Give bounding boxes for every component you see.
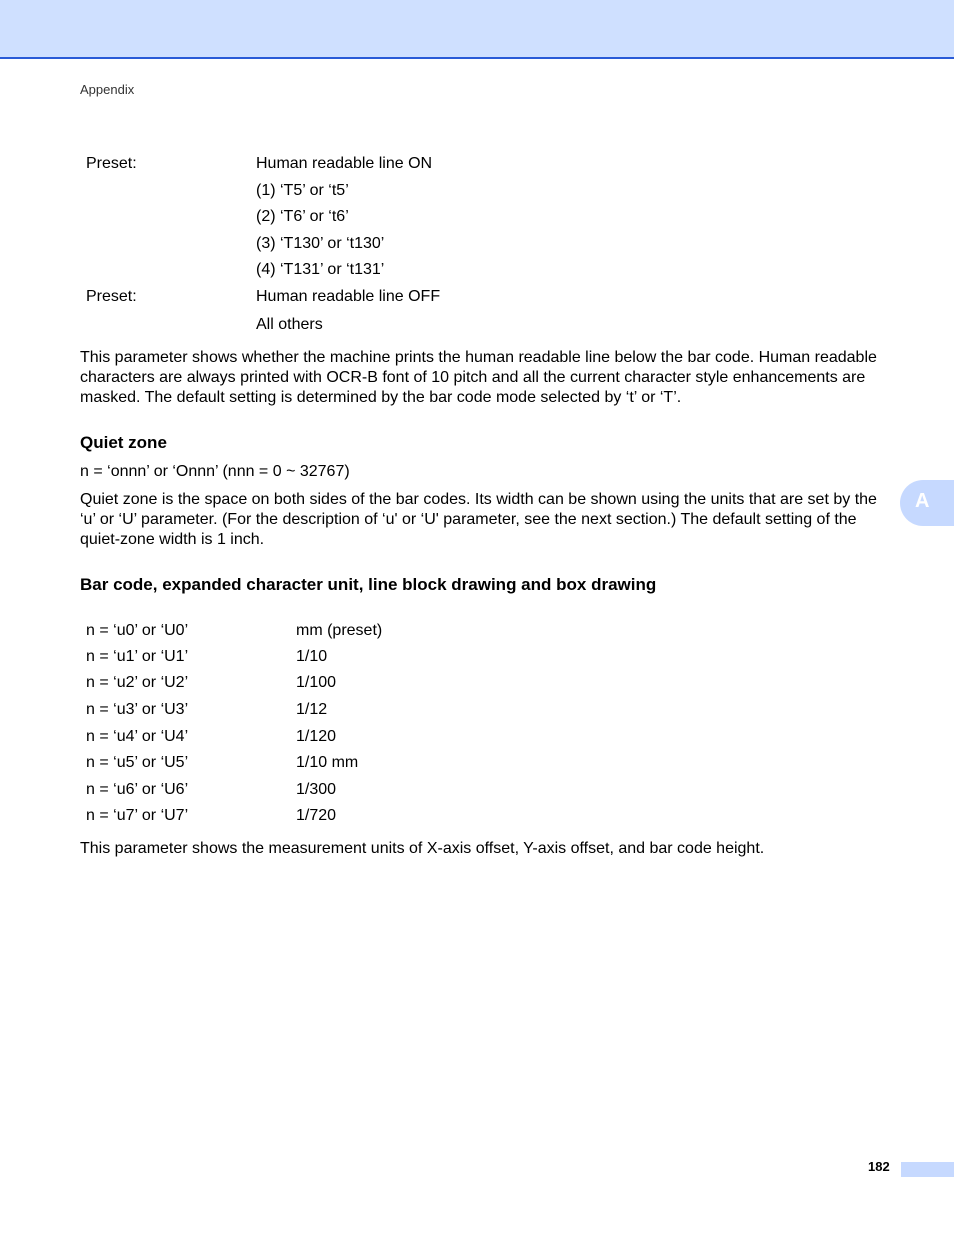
chapter-tab-letter: A	[915, 490, 930, 512]
hri-value: Human readable line ON	[256, 155, 433, 172]
unit-value: 1/100	[296, 674, 337, 691]
unit-code: n = ‘u3’ or ‘U3’	[86, 701, 189, 718]
units-description: This parameter shows the measurement units of X-axis offset, Y-axis offset, and bar code height.	[80, 840, 765, 857]
chapter-tab	[900, 480, 954, 526]
quiet-zone-syntax: n = ‘onnn’ or ‘Onnn’ (nnn = 0 ~ 32767)	[80, 463, 350, 480]
page-number: 182	[868, 1159, 890, 1174]
hri-value: All others	[256, 316, 323, 333]
unit-code: n = ‘u7’ or ‘U7’	[86, 807, 189, 824]
hri-label: Preset:	[86, 155, 137, 172]
unit-code: n = ‘u1’ or ‘U1’	[86, 648, 189, 665]
hri-label: Preset:	[86, 288, 137, 305]
running-header: Appendix	[80, 82, 135, 97]
unit-value: mm (preset)	[296, 622, 383, 639]
unit-code: n = ‘u5’ or ‘U5’	[86, 754, 189, 771]
quiet-zone-description: Quiet zone is the space on both sides of the bar codes. Its width can be shown using the units that are set by the ‘u’ or ‘U’ parameter. (For the description of ‘u' or ‘U' parameter, see the next section.) The default setting of the quiet-zone width is 1 inch.	[80, 491, 877, 548]
unit-code: n = ‘u4’ or ‘U4’	[86, 728, 189, 745]
hri-value: (1) ‘T5’ or ‘t5’	[256, 182, 349, 199]
hri-value: Human readable line OFF	[256, 288, 441, 305]
unit-value: 1/120	[296, 728, 337, 745]
unit-value: 1/720	[296, 807, 337, 824]
hri-value: (4) ‘T131’ or ‘t131’	[256, 261, 385, 278]
hri-value: (3) ‘T130’ or ‘t130’	[256, 235, 385, 252]
unit-value: 1/10 mm	[296, 754, 359, 771]
units-heading: Bar code, expanded character unit, line block drawing and box drawing	[80, 575, 657, 594]
unit-code: n = ‘u0’ or ‘U0’	[86, 622, 189, 639]
unit-value: 1/300	[296, 781, 337, 798]
quiet-zone-heading: Quiet zone	[80, 433, 167, 452]
hri-value: (2) ‘T6’ or ‘t6’	[256, 208, 349, 225]
page-number-bar	[901, 1162, 954, 1177]
unit-code: n = ‘u2’ or ‘U2’	[86, 674, 189, 691]
unit-code: n = ‘u6’ or ‘U6’	[86, 781, 189, 798]
unit-value: 1/10	[296, 648, 328, 665]
hri-description: This parameter shows whether the machine prints the human readable line below the bar code. Human readable characters are always printed with OCR-B font of 10 pitch and all the current character style enhancements are masked. The default setting is determined by the bar code mode selected by ‘t’ or ‘T’.	[80, 349, 877, 406]
unit-value: 1/12	[296, 701, 328, 718]
header-band	[0, 0, 954, 59]
